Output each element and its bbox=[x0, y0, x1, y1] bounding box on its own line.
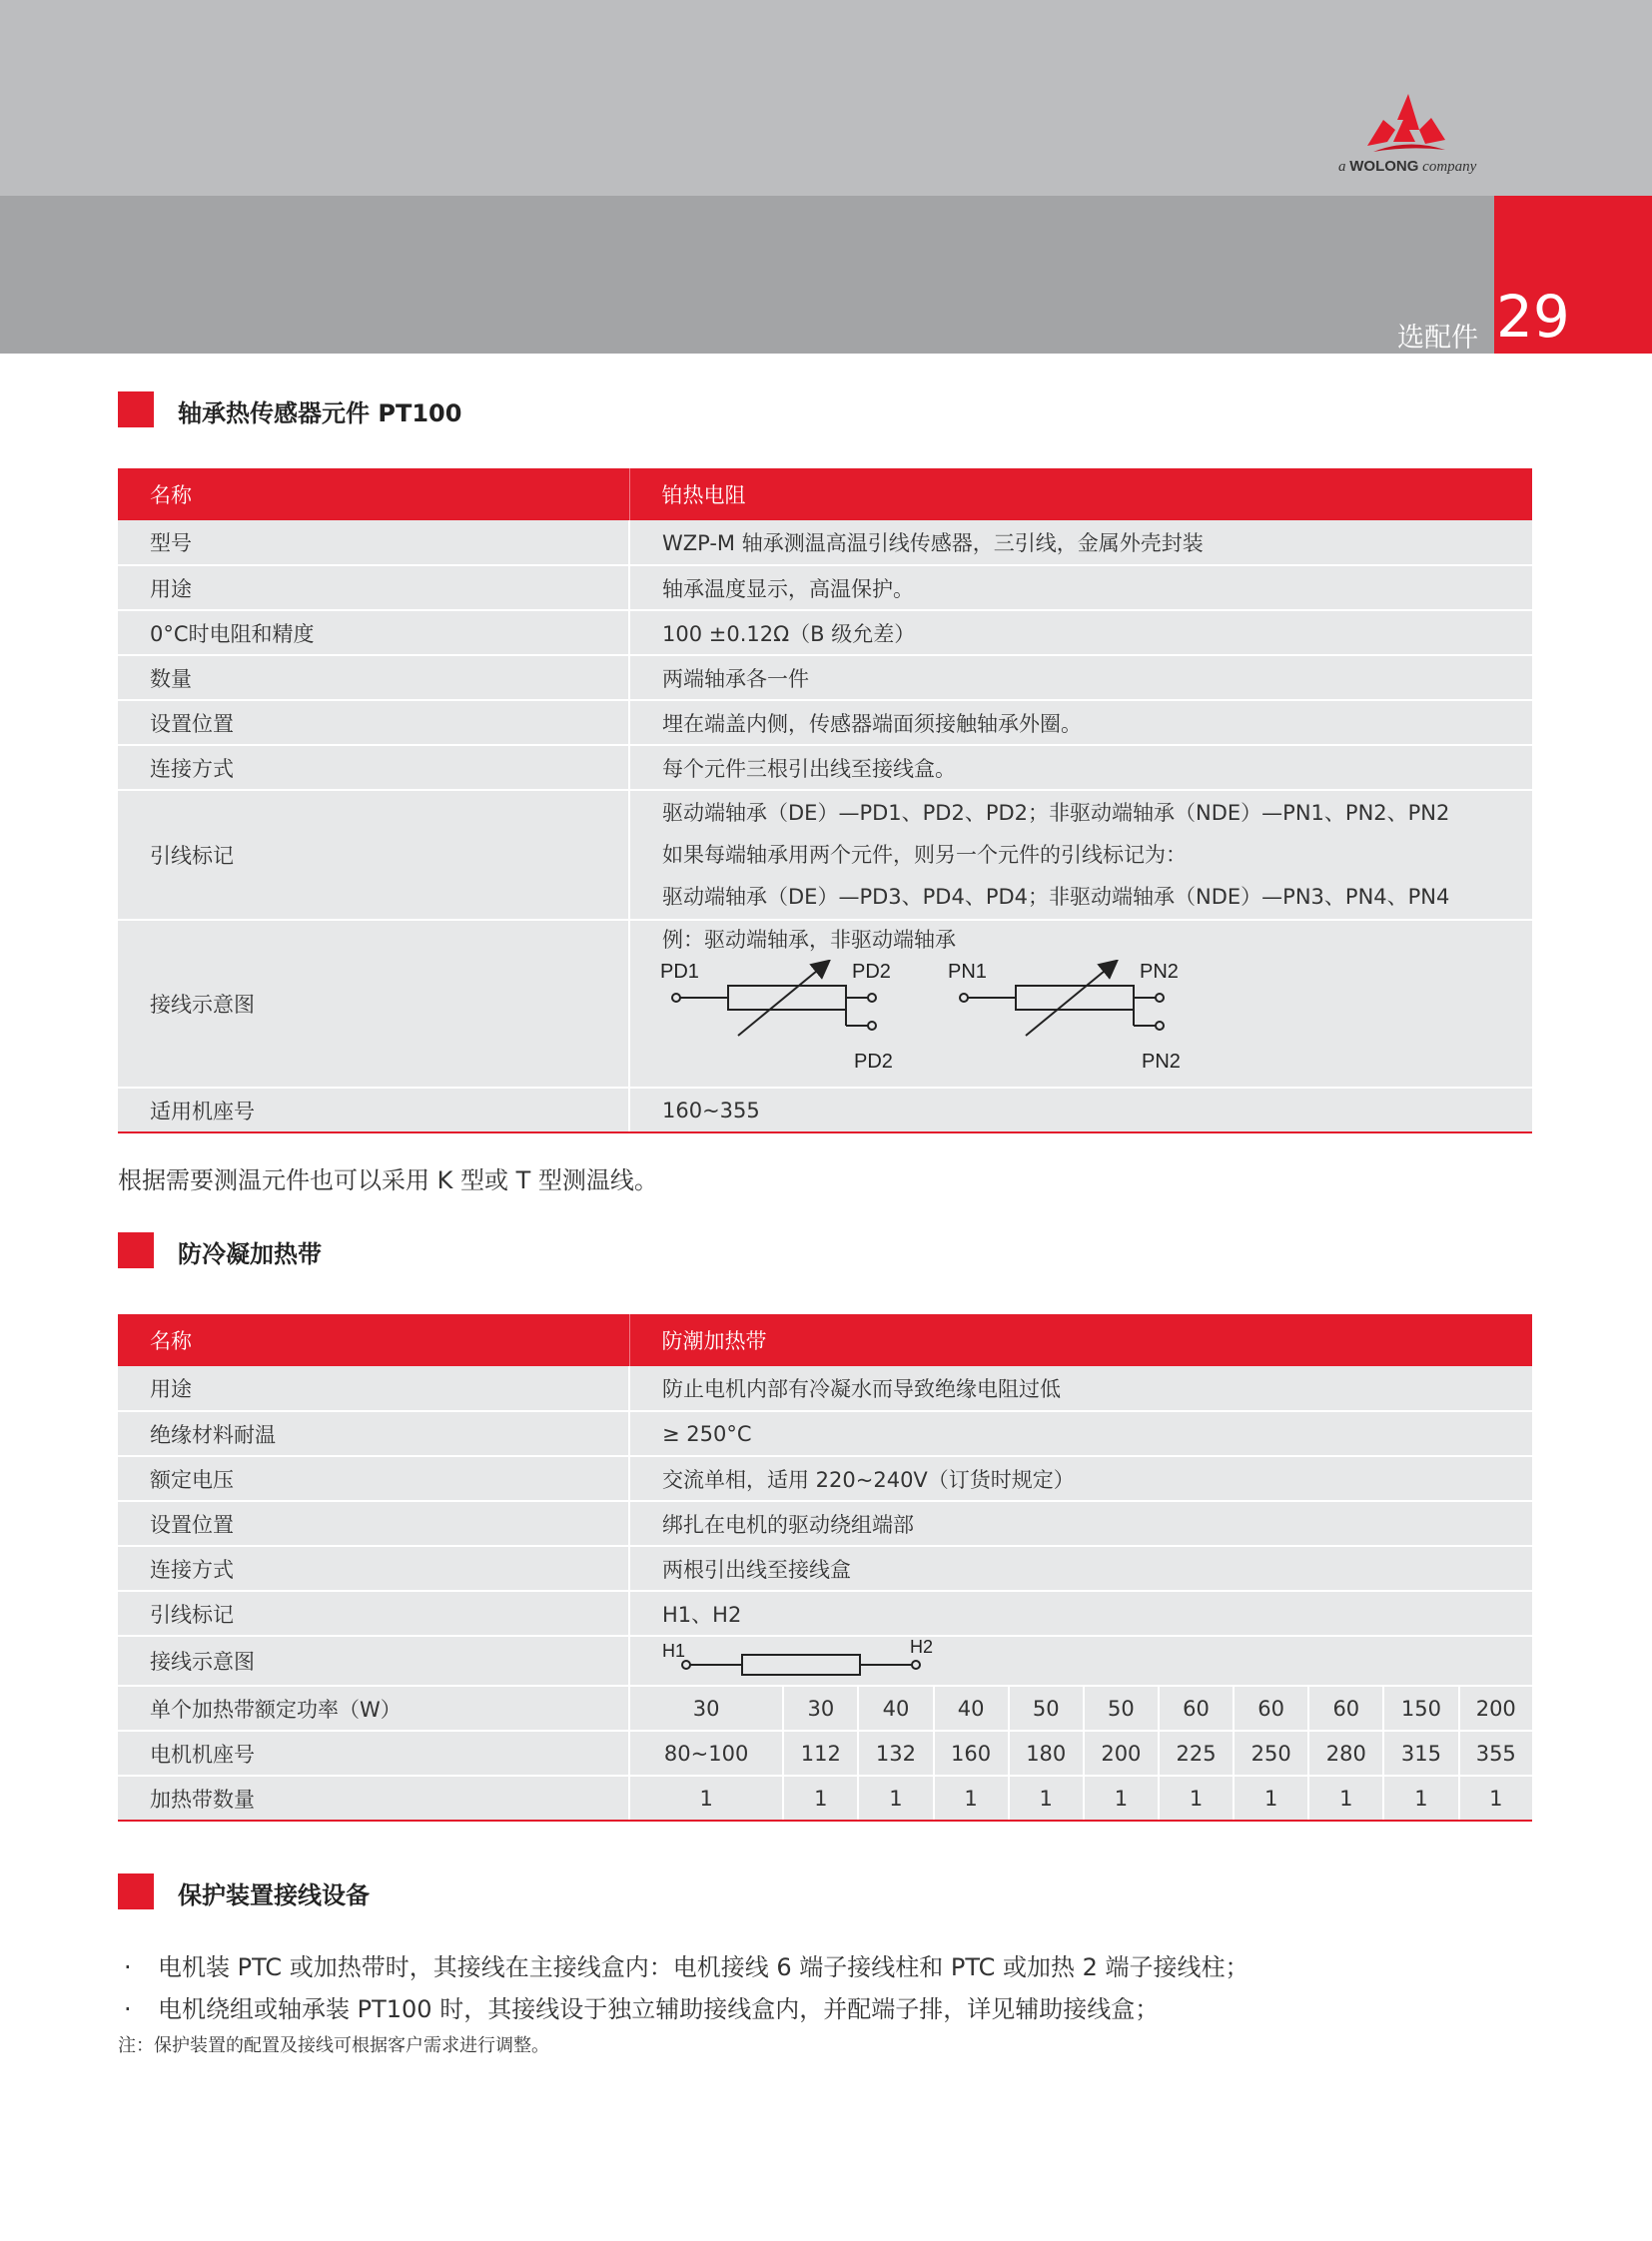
wiring-diagram-cell bbox=[629, 920, 1532, 1088]
section1-title: 轴承热传感器元件 PT100 bbox=[178, 399, 462, 427]
row-value: 轴承温度显示，高温保护。 bbox=[629, 565, 1532, 610]
section-label: 选配件 bbox=[1397, 323, 1478, 354]
frame-cell: 280 bbox=[1308, 1731, 1383, 1776]
section3-note: 注：保护装置的配置及接线可根据客户需求进行调整。 bbox=[118, 2035, 549, 2056]
table-header-row bbox=[118, 468, 1532, 520]
nde-bottom-right-label: PN2 bbox=[1142, 1051, 1181, 1073]
de-bottom-right-label: PD2 bbox=[854, 1051, 893, 1073]
count-cell: 1 bbox=[1383, 1776, 1458, 1821]
row-value: ≥ 250°C bbox=[629, 1411, 1532, 1456]
frame-cell: 160 bbox=[934, 1731, 1009, 1776]
h1-label: H1 bbox=[662, 1641, 686, 1661]
table-row bbox=[118, 1546, 1532, 1591]
row-label: 用途 bbox=[118, 565, 629, 610]
row-value: 两端轴承各一件 bbox=[629, 655, 1532, 700]
table-row bbox=[118, 520, 1532, 565]
pt100-spec-table bbox=[118, 468, 1532, 1133]
frame-cell: 315 bbox=[1383, 1731, 1458, 1776]
table-row bbox=[118, 745, 1532, 790]
count-cell: 1 bbox=[1234, 1776, 1308, 1821]
table-header-row bbox=[118, 1314, 1532, 1366]
header-value: 防潮加热带 bbox=[629, 1314, 1532, 1366]
frame-cell: 180 bbox=[1009, 1731, 1084, 1776]
power-cell: 30 bbox=[783, 1686, 858, 1731]
row-label: 设置位置 bbox=[118, 1501, 629, 1546]
row-value: 绑扎在电机的驱动绕组端部 bbox=[629, 1501, 1532, 1546]
power-cell: 60 bbox=[1159, 1686, 1234, 1731]
table-row bbox=[118, 1501, 1532, 1546]
wolong-logo-icon bbox=[1353, 90, 1463, 160]
table-row bbox=[118, 1686, 1532, 1731]
frame-cell: 225 bbox=[1159, 1731, 1234, 1776]
list-item bbox=[124, 1989, 1159, 2024]
row-label: 绝缘材料耐温 bbox=[118, 1411, 629, 1456]
table-row bbox=[118, 565, 1532, 610]
row-label: 0°C时电阻和精度 bbox=[118, 610, 629, 655]
table-row bbox=[118, 610, 1532, 655]
table-row bbox=[118, 1591, 1532, 1636]
frame-cell: 200 bbox=[1084, 1731, 1159, 1776]
count-cell: 1 bbox=[934, 1776, 1009, 1821]
section2-title: 防冷凝加热带 bbox=[178, 1240, 322, 1268]
row-value: WZP-M 轴承测温高温引线传感器，三引线，金属外壳封装 bbox=[629, 520, 1532, 565]
power-cell: 60 bbox=[1308, 1686, 1383, 1731]
lead-line: 驱动端轴承（DE）—PD3、PD4、PD4；非驱动端轴承（NDE）—PN3、PN4、PN4 bbox=[662, 885, 1450, 909]
count-cell: 1 bbox=[1159, 1776, 1234, 1821]
logo-caption: a WOLONG company bbox=[1338, 158, 1477, 175]
table-row bbox=[118, 1776, 1532, 1821]
section-marker bbox=[118, 391, 154, 427]
page-number: 29 bbox=[1496, 283, 1570, 351]
row-label: 型号 bbox=[118, 520, 629, 565]
h2-label: H2 bbox=[910, 1639, 934, 1657]
row-label: 接线示意图 bbox=[118, 1636, 629, 1686]
section-marker bbox=[118, 1873, 154, 1909]
row-label: 加热带数量 bbox=[118, 1776, 629, 1821]
power-cell: 150 bbox=[1383, 1686, 1458, 1731]
heater-spec-table bbox=[118, 1314, 1532, 1822]
row-value: H1、H2 bbox=[629, 1591, 1532, 1636]
frame-cell: 132 bbox=[858, 1731, 933, 1776]
heater-wiring-diagram bbox=[662, 1639, 962, 1683]
table-row bbox=[118, 700, 1532, 745]
lead-line: 驱动端轴承（DE）—PD1、PD2、PD2；非驱动端轴承（NDE）—PN1、PN2、PN2 bbox=[662, 801, 1450, 825]
power-cell: 30 bbox=[629, 1686, 783, 1731]
header-value: 铂热电阻 bbox=[629, 468, 1532, 520]
power-cell: 50 bbox=[1009, 1686, 1084, 1731]
lead-marking-lines bbox=[629, 790, 1532, 920]
table-row bbox=[118, 1456, 1532, 1501]
pt100-wiring-diagram bbox=[658, 960, 1277, 1084]
bullet-icon: · bbox=[124, 1953, 132, 1981]
count-cell: 1 bbox=[783, 1776, 858, 1821]
table-row bbox=[118, 1411, 1532, 1456]
row-value: 防止电机内部有冷凝水而导致绝缘电阻过低 bbox=[629, 1366, 1532, 1411]
row-label: 引线标记 bbox=[118, 1591, 629, 1636]
count-cell: 1 bbox=[1308, 1776, 1383, 1821]
heater-wiring-cell bbox=[629, 1636, 1532, 1686]
row-value: 交流单相，适用 220~240V（订货时规定） bbox=[629, 1456, 1532, 1501]
bullet-text: 电机绕组或轴承装 PT100 时，其接线设于独立辅助接线盒内，并配端子排，详见辅助接线盒； bbox=[158, 1995, 1160, 2023]
table-row bbox=[118, 920, 1532, 1088]
row-value: 埋在端盖内侧，传感器端面须接触轴承外圈。 bbox=[629, 700, 1532, 745]
power-cell: 200 bbox=[1459, 1686, 1532, 1731]
table-row bbox=[118, 790, 1532, 920]
de-left-label: PD1 bbox=[660, 961, 699, 983]
header-label: 名称 bbox=[118, 1314, 629, 1366]
row-value: 每个元件三根引出线至接线盒。 bbox=[629, 745, 1532, 790]
row-label: 适用机座号 bbox=[118, 1088, 629, 1132]
bullet-text: 电机装 PTC 或加热带时，其接线在主接线盒内：电机接线 6 端子接线柱和 PTC 或加热 2 端子接线柱； bbox=[158, 1953, 1249, 1981]
row-label: 连接方式 bbox=[118, 745, 629, 790]
row-label: 电机机座号 bbox=[118, 1731, 629, 1776]
table-row bbox=[118, 1636, 1532, 1686]
table-row bbox=[118, 1366, 1532, 1411]
row-label: 用途 bbox=[118, 1366, 629, 1411]
row-label: 设置位置 bbox=[118, 700, 629, 745]
row-label: 接线示意图 bbox=[118, 920, 629, 1088]
power-cell: 40 bbox=[858, 1686, 933, 1731]
table-row bbox=[118, 655, 1532, 700]
frame-cell: 250 bbox=[1234, 1731, 1308, 1776]
row-label: 数量 bbox=[118, 655, 629, 700]
count-cell: 1 bbox=[1459, 1776, 1532, 1821]
section3-title: 保护装置接线设备 bbox=[178, 1881, 370, 1909]
nde-top-right-label: PN2 bbox=[1140, 961, 1179, 983]
row-value: 160~355 bbox=[629, 1088, 1532, 1132]
frame-cell: 80~100 bbox=[629, 1731, 783, 1776]
count-cell: 1 bbox=[858, 1776, 933, 1821]
lead-line: 如果每端轴承用两个元件，则另一个元件的引线标记为： bbox=[662, 843, 1187, 867]
frame-cell: 355 bbox=[1459, 1731, 1532, 1776]
count-cell: 1 bbox=[1009, 1776, 1084, 1821]
power-cell: 50 bbox=[1084, 1686, 1159, 1731]
row-label: 单个加热带额定功率（W） bbox=[118, 1686, 629, 1731]
row-label: 额定电压 bbox=[118, 1456, 629, 1501]
row-label: 引线标记 bbox=[118, 790, 629, 920]
header-label: 名称 bbox=[118, 468, 629, 520]
de-sensor-symbol bbox=[672, 962, 876, 1036]
row-value: 两根引出线至接线盒 bbox=[629, 1546, 1532, 1591]
de-top-right-label: PD2 bbox=[852, 961, 891, 983]
row-value: 100 ±0.12Ω（B 级允差） bbox=[629, 610, 1532, 655]
header-gray-band bbox=[0, 196, 1494, 354]
power-cell: 40 bbox=[934, 1686, 1009, 1731]
pt100-note: 根据需要测温元件也可以采用 K 型或 T 型测温线。 bbox=[118, 1166, 658, 1194]
list-item bbox=[124, 1947, 1249, 1982]
heater-symbol bbox=[682, 1655, 920, 1675]
section-marker bbox=[118, 1232, 154, 1268]
wiring-example-text: 例：驱动端轴承，非驱动端轴承 bbox=[662, 928, 956, 952]
table-row bbox=[118, 1088, 1532, 1132]
frame-cell: 112 bbox=[783, 1731, 858, 1776]
count-cell: 1 bbox=[1084, 1776, 1159, 1821]
nde-sensor-symbol bbox=[960, 962, 1164, 1036]
power-cell: 60 bbox=[1234, 1686, 1308, 1731]
table-row bbox=[118, 1731, 1532, 1776]
count-cell: 1 bbox=[629, 1776, 783, 1821]
row-label: 连接方式 bbox=[118, 1546, 629, 1591]
bullet-icon: · bbox=[124, 1995, 132, 2023]
nde-left-label: PN1 bbox=[948, 961, 987, 983]
